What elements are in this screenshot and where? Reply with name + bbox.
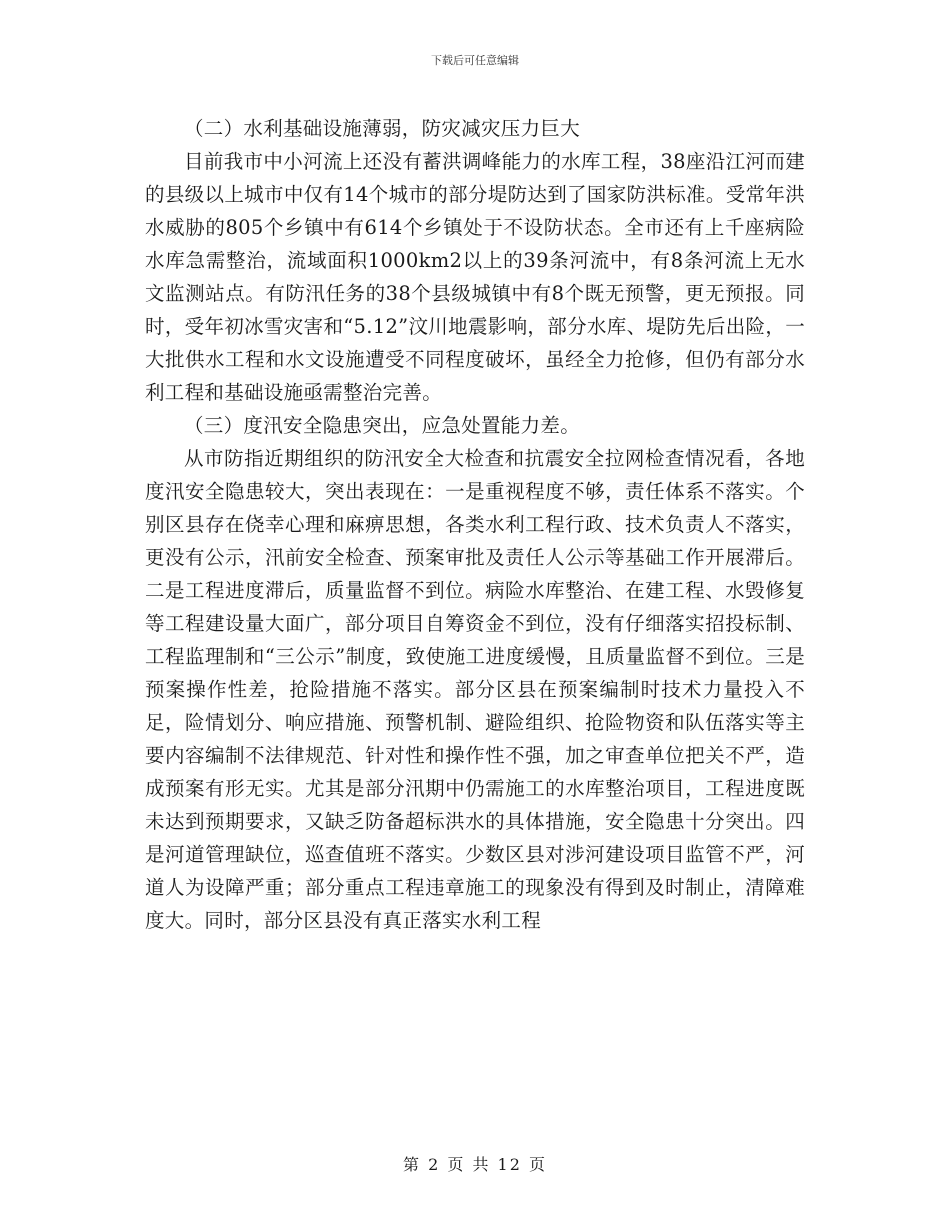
section-heading-2: （二）水利基础设施薄弱，防灾减灾压力巨大 bbox=[184, 117, 581, 140]
paragraph-infrastructure: 目前我市中小河流上还没有蓄洪调峰能力的水库工程，38座沿江河而建的县级以上城市中仅有14个城市的部分堤防达到了国家防洪标准。受常年洪水威胁的805个乡镇中有614个乡镇处于不设防状态。全市还有上千座病险水库急需整治，流域面积1000km2以上的39条河流中，有8条河流上无水文监测站点。有防汛任务的38个县级城镇中有8个既无预警，更无预报。同时，受年初冰雪灾害和“5.12”汶川地震影响，部分水库、堤防先后出险，一大批供水工程和水文设施遭受不同程度破坏，虽经全力抢修，但仍有部分水利工程和基础设施亟需整治完善。 bbox=[145, 150, 805, 404]
paragraph-safety-hazards: 从市防指近期组织的防汛安全大检查和抗震安全拉网检查情况看，各地度汛安全隐患较大，突出表现在：一是重视程度不够，责任体系不落实。个别区县存在侥幸心理和麻痹思想，各类水利工程行政、技术负责人不落实，更没有公示，汛前安全检查、预案审批及责任人公示等基础工作开展滞后。二是工程进度滞后，质量监督不到位。病险水库整治、在建工程、水毁修复等工程建设量大面广，部分项目自筹资金不到位，没有仔细落实招投标制、工程监理制和“三公示”制度，致使施工进度缓慢，且质量监督不到位。三是预案操作性差，抢险措施不落实。部分区县在预案编制时技术力量投入不足，险情划分、响应措施、预警机制、避险组织、抢险物资和队伍落实等主要内容编制不法律规范、针对性和操作性不强，加之审查单位把关不严，造成预案有形无实。尤其是部分汛期中仍需施工的水库整治项目，工程进度既未达到预期要求，又缺乏防备超标洪水的具体措施，安全隐患十分突出。四是河道管理缺位，巡查值班不落实。少数区县对涉河建设项目监管不严，河道人为设障严重；部分重点工程违章施工的现象没有得到及时制止，清障难度大。同时，部分区县没有真正落实水利工程 bbox=[145, 447, 805, 932]
section-heading-3: （三）度汛安全隐患突出，应急处置能力差。 bbox=[184, 414, 581, 437]
page-header: 下载后可任意编辑 bbox=[431, 54, 519, 67]
document-body bbox=[145, 112, 805, 937]
page-footer: 第 2 页 共 12 页 bbox=[403, 1155, 547, 1174]
